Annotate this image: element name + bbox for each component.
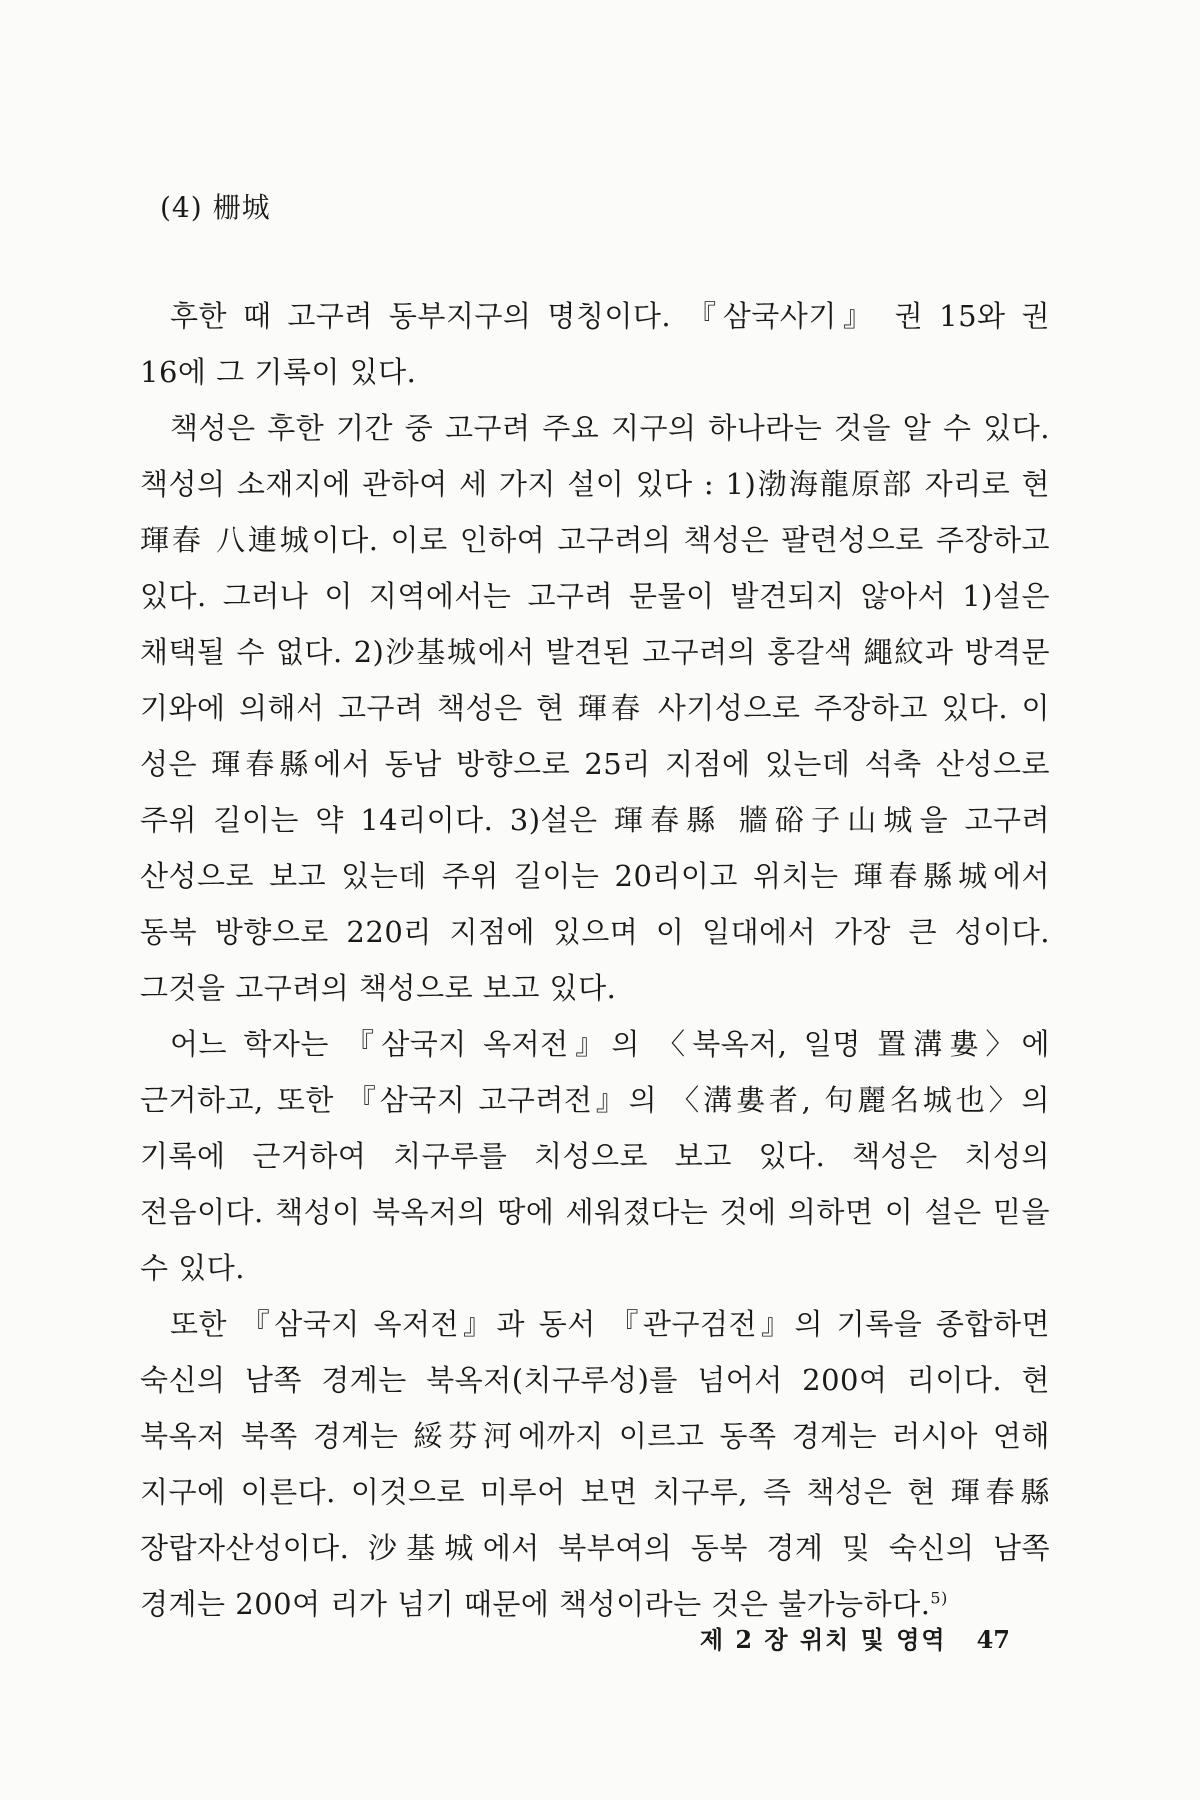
page-number: 47	[976, 1625, 1010, 1654]
paragraph-2: 책성은 후한 기간 중 고구려 주요 지구의 하나라는 것을 알 수 있다. 책성의 소재지에 관하여 세 가지 설이 있다 : 1)渤海龍原部 자리로 현 琿春 八連城이다. 이로 인하여 고구려의 책성은 팔련성으로 주장하고 있다. 그러나 이 지역에서는 고구려 문물이 발견되지 않아서 1)설은 채택될 수 없다. 2)沙基城에서 발견된 고구려의 홍갈색 繩紋과 방격문 기와에 의해서 고구려 책성은 현 琿春 사기성으로 주장하고 있다. 이 성은 琿春縣에서 동남 방향으로 25리 지점에 있는데 석축 산성으로 주위 길이는 약 14리이다. 3)설은 琿春縣 牆硲子山城을 고구려 산성으로 보고 있는데 주위 길이는 20리이고 위치는 琿春縣城에서 동북 방향으로 220리 지점에 있으며 이 일대에서 가장 큰 성이다. 그것을 고구려의 책성으로 보고 있다.	[140, 411, 1050, 1005]
body-text	[140, 288, 1050, 1632]
footnote-reference: 5)	[930, 1588, 948, 1608]
paragraph-3: 어느 학자는 『삼국지 옥저전』의 〈북옥저, 일명 置溝婁〉에 근거하고, 또한 『삼국지 고구려전』의 〈溝婁者, 句麗名城也〉의 기록에 근거하여 치구루를 치성으로 보고 있다. 책성은 치성의 전음이다. 책성이 북옥저의 땅에 세워졌다는 것에 의하면 이 설은 믿을 수 있다.	[140, 1027, 1050, 1285]
paragraph-1: 후한 때 고구려 동부지구의 명칭이다. 『삼국사기』 권 15와 권 16에 그 기록이 있다.	[140, 299, 1050, 389]
page-footer	[700, 1620, 1010, 1655]
paragraph-4-text: 또한 『삼국지 옥저전』과 동서 『관구검전』의 기록을 종합하면 숙신의 남쪽 경계는 북옥저(치구루성)를 넘어서 200여 리이다. 현 북옥저 북쪽 경계는 綏芬河에까지 이르고 동쪽 경계는 러시아 연해 지구에 이른다. 이것으로 미루어 보면 치구루, 즉 책성은 현 琿春縣 장랍자산성이다. 沙基城에서 북부여의 동북 경계 및 숙신의 남쪽 경계는 200여 리가 넘기 때문에 책성이라는 것은 불가능하다.	[140, 1307, 1050, 1621]
chapter-title: 제 2 장 위치 및 영역	[699, 1625, 947, 1654]
section-heading: (4) 栅城	[160, 191, 271, 224]
paragraph-4	[140, 1296, 1050, 1632]
